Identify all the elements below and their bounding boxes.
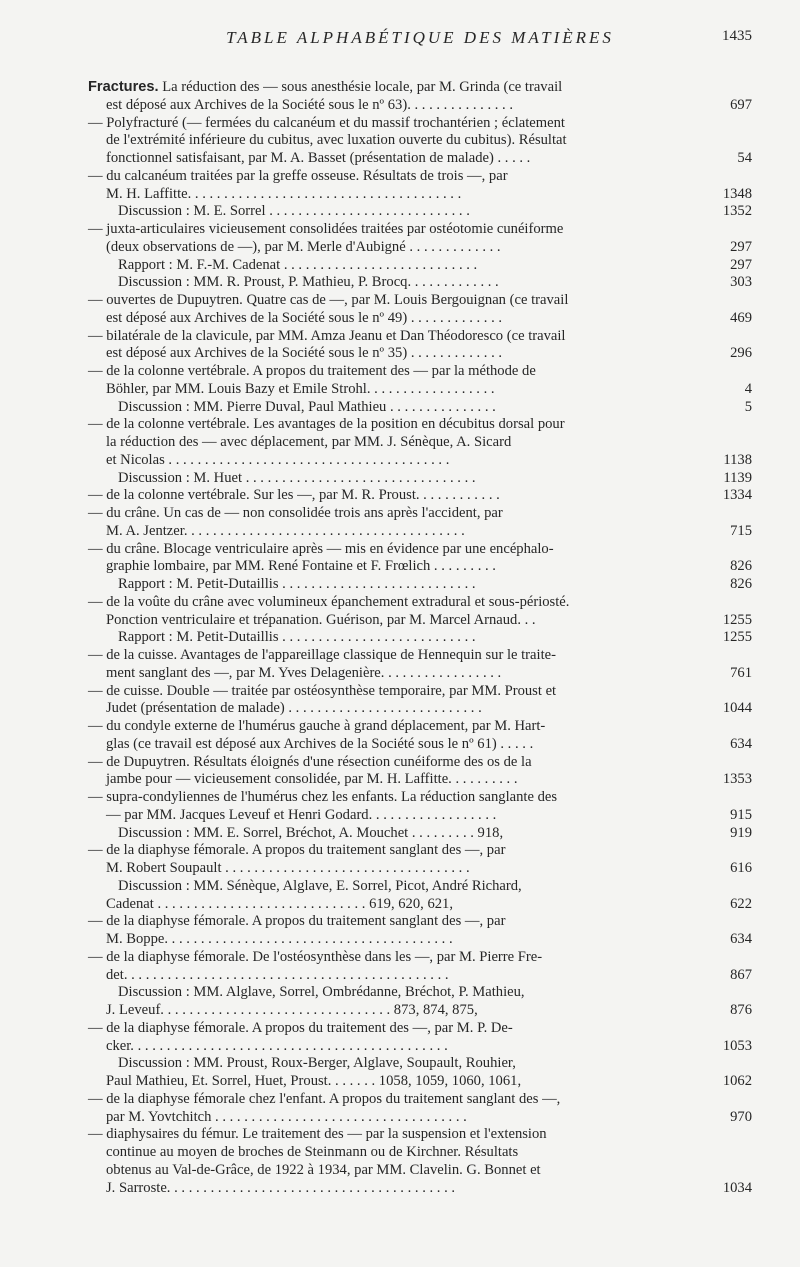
index-page-ref: 876: [730, 1002, 752, 1018]
index-line-text: — de la colonne vertébrale. A propos du traitement des — par la méthode de: [88, 363, 536, 379]
index-line: [88, 1020, 724, 1038]
index-line: [88, 860, 752, 878]
index-line: [88, 522, 752, 541]
index-line: [88, 345, 752, 363]
index-line-text: Paul Mathieu, Et. Sorrel, Huet, Proust. . . . . . . 1058, 1059, 1060, 1061,: [106, 1073, 522, 1089]
index-page-ref: 622: [730, 895, 752, 912]
index-page-ref: 634: [730, 735, 752, 752]
index-line: [88, 1073, 752, 1091]
index-line-text: ment sanglant des —, par M. Yves Delagenière. . . . . . . . . . . . . . . . .: [106, 664, 502, 681]
index-line-text: Discussion : MM. Proust, Roux-Berger, Alglave, Soupault, Rouhier,: [118, 1055, 516, 1072]
index-line-text: — du crâne. Un cas de — non consolidée trois ans après l'accident, par: [88, 505, 503, 521]
index-line-text: — du crâne. Blocage ventriculaire après — mis en évidence par une encéphalo-: [88, 540, 554, 557]
index-page-ref: 303: [730, 274, 752, 291]
index-line: [88, 771, 752, 789]
index-line: [88, 647, 724, 665]
index-line-text: obtenus au Val-de-Grâce, de 1922 à 1934, par MM. Clavelin. G. Bonnet et: [106, 1161, 541, 1178]
index-line: [88, 576, 752, 594]
index-line-text: Cadenat . . . . . . . . . . . . . . . . . . . . . . . . . . . . . 619, 620, 621,: [106, 895, 453, 912]
index-line-text: — de Dupuytren. Résultats éloignés d'une résection cunéiforme des os de la: [88, 753, 532, 770]
index-line: [88, 913, 724, 931]
index-line: [88, 398, 752, 417]
index-line: [88, 185, 752, 204]
index-line-text: J. Leveuf. . . . . . . . . . . . . . . . . . . . . . . . . . . . . . . . 873, 874, 875,: [106, 1002, 478, 1018]
index-page-ref: 1352: [722, 203, 752, 220]
index-line-text: — par MM. Jacques Leveuf et Henri Godard. . . . . . . . . . . . . . . . . .: [106, 806, 497, 823]
index-line-text: Discussion : MM. Sénèque, Alglave, E. Sorrel, Picot, André Richard,: [118, 877, 522, 894]
index-line-text: — de la diaphyse fémorale. A propos du traitement sanglant des —, par: [88, 913, 506, 930]
index-line: [88, 611, 752, 630]
index-line: [88, 168, 724, 186]
index-line: [88, 700, 752, 718]
index-line: [88, 274, 752, 292]
index-line-text: graphie lombaire, par MM. René Fontaine et F. Frœlich . . . . . . . . .: [106, 558, 496, 575]
index-line: [88, 558, 752, 576]
index-page-ref: 826: [730, 558, 752, 575]
index-line-text: par M. Yovtchitch . . . . . . . . . . . . . . . . . . . . . . . . . . . . . . . . . . .: [106, 1108, 467, 1125]
index-line: [88, 718, 724, 736]
index-line-text: det. . . . . . . . . . . . . . . . . . . . . . . . . . . . . . . . . . . . . . . . . . . . .: [106, 966, 449, 983]
index-line: [88, 1162, 724, 1180]
index-line: [88, 132, 724, 150]
index-line-text: — du condyle externe de l'humérus gauche à grand déplacement, par M. Hart-: [88, 718, 546, 734]
index-page-ref: 1062: [722, 1073, 752, 1089]
index-line: [88, 1144, 724, 1162]
index-line-text: Ponction ventriculaire et trépanation. Guérison, par M. Marcel Arnaud. . .: [106, 611, 536, 628]
index-line: [88, 931, 752, 949]
index-line-text: de l'extrémité inférieure du cubitus, avec luxation ouverte du cubitus). Résultat: [106, 132, 567, 149]
index-line-text: J. Sarroste. . . . . . . . . . . . . . . . . . . . . . . . . . . . . . . . . . . . . . . .: [106, 1179, 456, 1196]
index-line: [88, 1126, 724, 1144]
index-line-text: — du calcanéum traitées par la greffe osseuse. Résultats de trois —, par: [88, 167, 508, 184]
index-line-text: — de la colonne vertébrale. Les avantages de la position en décubitus dorsal pour: [88, 416, 565, 433]
index-line-text: Discussion : M. E. Sorrel . . . . . . . . . . . . . . . . . . . . . . . . . . . .: [118, 203, 470, 220]
index-line: [88, 629, 752, 647]
index-line: [88, 505, 724, 523]
index-page-ref: 1334: [722, 487, 752, 504]
index-line: [88, 487, 752, 505]
index-line-text: — de la diaphyse fémorale. A propos du traitement sanglant des —, par: [88, 842, 506, 859]
index-line-text: est déposé aux Archives de la Société sous le nº 63). . . . . . . . . . . . . . .: [106, 96, 513, 113]
index-line: [88, 683, 724, 701]
index-line: [88, 238, 752, 257]
index-line: [88, 150, 752, 168]
index-line-text: — de la colonne vertébrale. Sur les —, par M. R. Proust. . . . . . . . . . . .: [88, 487, 500, 504]
index-line: [88, 806, 752, 825]
index-line-text: est déposé aux Archives de la Société sous le nº 35) . . . . . . . . . . . . .: [106, 345, 503, 362]
index-line: [88, 221, 724, 239]
index-line: [88, 96, 752, 115]
index-line-text: M. Boppe. . . . . . . . . . . . . . . . . . . . . . . . . . . . . . . . . . . . . . . .: [106, 931, 453, 947]
index-line-text: (deux observations de —), par M. Merle d'Aubigné . . . . . . . . . . . . .: [106, 238, 501, 255]
index-line-text: continue au moyen de broches de Steinmann ou de Kirchner. Résultats: [106, 1144, 519, 1160]
index-line: [88, 256, 752, 275]
index-line-text: est déposé aux Archives de la Société sous le nº 49) . . . . . . . . . . . . .: [106, 309, 503, 326]
running-header: [88, 28, 752, 56]
index-line: [88, 541, 724, 559]
index-line: [88, 328, 724, 346]
index-line: [88, 451, 752, 470]
index-line-text: Discussion : M. Huet . . . . . . . . . . . . . . . . . . . . . . . . . . . . . . . .: [118, 469, 476, 486]
index-page-ref: 915: [730, 806, 752, 823]
index-line-text: fonctionnel satisfaisant, par M. A. Basset (présentation de malade) . . . . .: [106, 150, 531, 166]
index-line: [88, 1002, 752, 1020]
index-line-text: et Nicolas . . . . . . . . . . . . . . . . . . . . . . . . . . . . . . . . . . . . . . .: [106, 451, 450, 468]
index-line: [88, 949, 724, 967]
index-line-text: Discussion : MM. Pierre Duval, Paul Mathieu . . . . . . . . . . . . . . .: [118, 398, 496, 415]
index-page-ref: 970: [730, 1108, 752, 1125]
index-page-ref: 469: [730, 309, 752, 326]
index-line-text: — de la cuisse. Avantages de l'appareillage classique de Hennequin sur le traite-: [88, 647, 556, 663]
index-line-text: Discussion : MM. Alglave, Sorrel, Ombrédanne, Bréchot, P. Mathieu,: [118, 984, 525, 1001]
index-page-ref: 54: [737, 150, 752, 166]
index-line-text: — juxta-articulaires vicieusement consolidées traitées par ostéotomie cunéiforme: [88, 221, 564, 237]
index-line-text: la réduction des — avec déplacement, par MM. J. Sénèque, A. Sicard: [106, 434, 512, 450]
index-line: [88, 1037, 752, 1056]
index-page-ref: 1138: [723, 451, 752, 468]
index-line: [88, 1108, 752, 1127]
index-line: [88, 1055, 724, 1073]
index-page-ref: 1139: [723, 469, 752, 486]
index-line-text: jambe pour — vicieusement consolidée, par M. H. Laffitte. . . . . . . . . .: [106, 771, 518, 788]
index-line-text: Rapport : M. F.-M. Cadenat . . . . . . . . . . . . . . . . . . . . . . . . . . .: [118, 256, 478, 273]
index-line: [88, 203, 752, 221]
index-line-text: Rapport : M. Petit-Dutaillis . . . . . . . . . . . . . . . . . . . . . . . . . . .: [118, 629, 476, 646]
index-line: [88, 1091, 724, 1109]
index-line-text: — supra-condyliennes de l'humérus chez les enfants. La réduction sanglante des: [88, 789, 558, 805]
index-line: [88, 1179, 752, 1198]
index-line: [88, 824, 752, 843]
index-page-ref: 697: [730, 96, 752, 113]
index-page-ref: 297: [730, 238, 752, 255]
page-number: 1435: [722, 28, 752, 44]
index-line: [88, 842, 724, 860]
index-line-text: — ouvertes de Dupuytren. Quatre cas de —, par M. Louis Bergouignan (ce travail: [88, 292, 569, 308]
index-line-text: — diaphysaires du fémur. Le traitement des — par la suspension et l'extension: [88, 1126, 547, 1143]
index-page-ref: 867: [730, 966, 752, 983]
index-line-text: Discussion : MM. R. Proust, P. Mathieu, P. Brocq. . . . . . . . . . . . .: [118, 274, 499, 291]
index-page-ref: 761: [730, 664, 752, 681]
index-page-ref: 826: [730, 576, 752, 592]
index-page-ref: 1255: [722, 629, 752, 646]
index-page-ref: 1034: [722, 1179, 752, 1196]
index-line-text: M. Robert Soupault . . . . . . . . . . . . . . . . . . . . . . . . . . . . . . . . . .: [106, 860, 470, 876]
index-line-text: glas (ce travail est déposé aux Archives de la Société sous le nº 61) . . . . .: [106, 735, 534, 752]
index-line-text: — de la diaphyse fémorale. De l'ostéosynthèse dans les —, par M. Pierre Fre-: [88, 948, 543, 965]
index-line-text: Discussion : MM. E. Sorrel, Bréchot, A. Mouchet . . . . . . . . . 918,: [118, 824, 504, 841]
index-line-text: — Polyfracturé (— fermées du calcanéum et du massif trochantérien ; éclatement: [88, 114, 565, 131]
index-line: [88, 754, 724, 772]
index-line: [88, 434, 724, 452]
index-page-ref: 4: [744, 380, 752, 397]
index-page-ref: 634: [730, 931, 752, 947]
index-line-text: — bilatérale de la clavicule, par MM. Amza Jeanu et Dan Théodoresco (ce travail: [88, 327, 566, 344]
index-line-text: Rapport : M. Petit-Dutaillis . . . . . . . . . . . . . . . . . . . . . . . . . . .: [118, 576, 476, 592]
index-page-ref: 919: [730, 824, 752, 841]
index-line: [88, 735, 752, 754]
index-page-ref: 297: [730, 256, 752, 273]
index-entries: [88, 79, 752, 1197]
index-line-text: — de la diaphyse fémorale chez l'enfant. A propos du traitement sanglant des —,: [88, 1090, 561, 1107]
index-line: [88, 416, 724, 434]
index-headword: Fractures.: [88, 79, 159, 95]
index-line: [88, 895, 752, 914]
index-line: [88, 292, 724, 310]
index-line-text: — de cuisse. Double — traitée par ostéosynthèse temporaire, par MM. Proust et: [88, 682, 557, 699]
index-line: [88, 878, 724, 896]
index-line: [88, 469, 752, 488]
index-line-text: Judet (présentation de malade) . . . . . . . . . . . . . . . . . . . . . . . . . . .: [106, 700, 482, 717]
index-line: [88, 966, 752, 985]
index-line: [88, 79, 724, 97]
index-page-ref: 1353: [722, 771, 752, 788]
index-page-ref: 715: [730, 522, 752, 539]
index-line-text: M. H. Laffitte. . . . . . . . . . . . . . . . . . . . . . . . . . . . . . . . . . . . . .: [106, 185, 462, 202]
index-page-ref: 1044: [722, 700, 752, 717]
index-page-ref: 5: [744, 398, 752, 415]
index-line: [88, 363, 724, 381]
index-line: [88, 115, 724, 133]
index-page-ref: 296: [730, 345, 752, 362]
index-page-ref: 1255: [722, 611, 752, 628]
index-line: [88, 664, 752, 683]
index-line: [88, 309, 752, 328]
index-page-ref: 616: [730, 860, 752, 876]
index-page-ref: 1053: [722, 1037, 752, 1054]
index-line-text: M. A. Jentzer. . . . . . . . . . . . . . . . . . . . . . . . . . . . . . . . . . . . . . .: [106, 522, 465, 539]
index-page-ref: 1348: [722, 185, 752, 202]
index-line: [88, 789, 724, 807]
index-line: [88, 594, 724, 612]
running-title: TABLE ALPHABÉTIQUE DES MATIÈRES: [226, 28, 614, 47]
index-line-text: Böhler, par MM. Louis Bazy et Emile Strohl. . . . . . . . . . . . . . . . . .: [106, 380, 495, 397]
index-line: [88, 984, 724, 1002]
index-line-text: Fractures. La réduction des — sous anesthésie locale, par M. Grinda (ce travail: [88, 79, 563, 95]
index-line: [88, 380, 752, 399]
index-line-text: cker. . . . . . . . . . . . . . . . . . . . . . . . . . . . . . . . . . . . . . . . . . . .: [106, 1037, 448, 1054]
index-line-text: — de la voûte du crâne avec volumineux épanchement extradural et sous-périosté.: [88, 593, 570, 610]
index-line-text: — de la diaphyse fémorale. A propos du traitement des —, par M. P. De-: [88, 1019, 513, 1036]
